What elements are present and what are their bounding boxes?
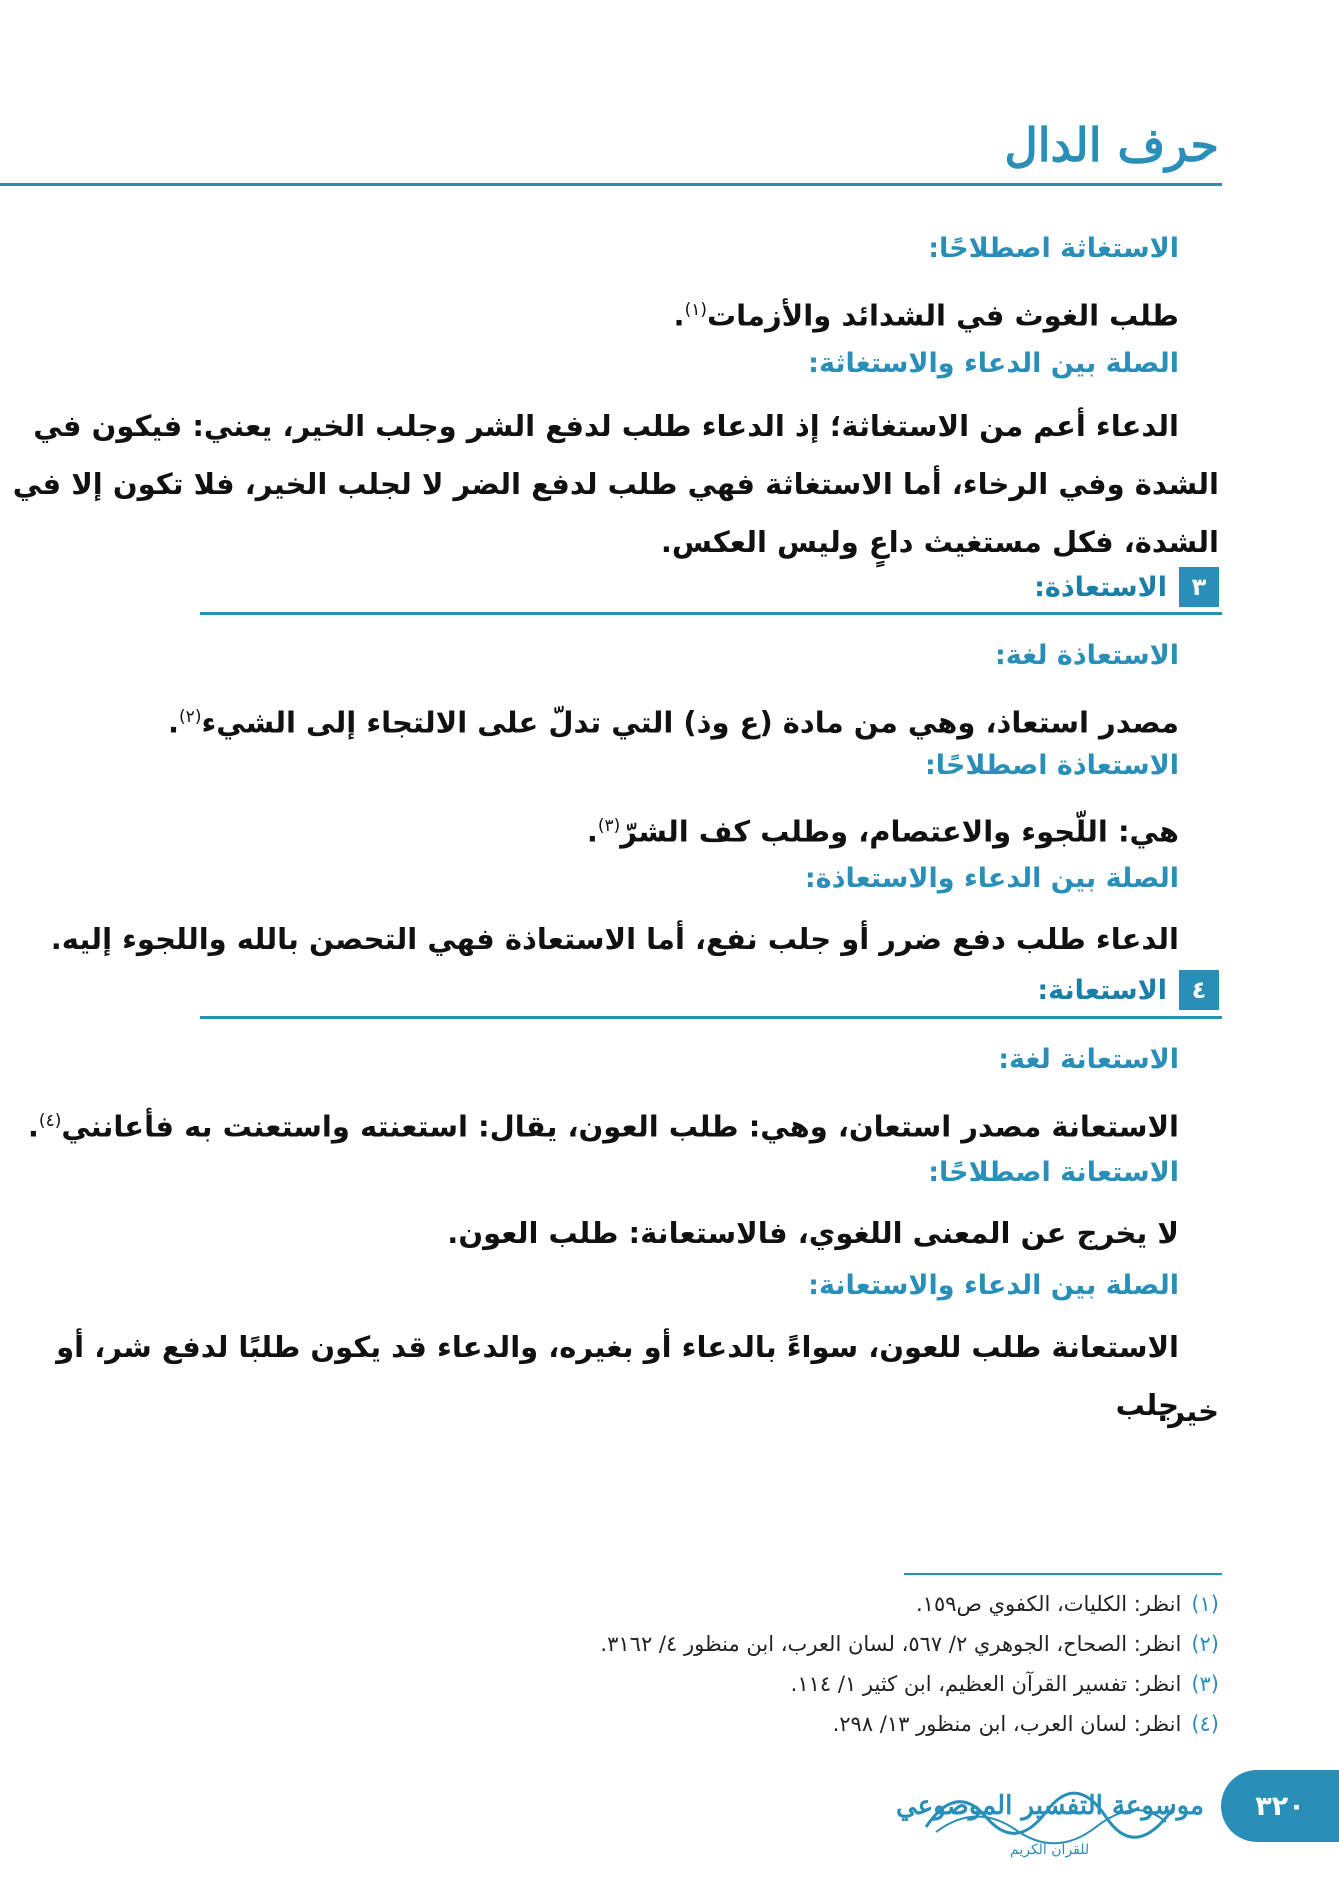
section-4-title: الاستعانة:: [1037, 974, 1167, 1006]
istighatha-relation-line-3: الشدة، فكل مستغيث داعٍ وليس العكس.: [660, 525, 1219, 559]
footnote-ref-4[interactable]: (٤): [38, 1111, 62, 1131]
footnote-text: انظر: الصحاح، الجوهري ٢/ ٥٦٧، لسان العرب، ابن منظور ٤/ ٣١٦٢.: [600, 1632, 1182, 1656]
istiadha-lang-text: مصدر استعاذ، وهي من مادة (ع وذ) التي تدلّ على الالتجاء إلى الشيء$^{(٢)}$.: [168, 705, 1179, 740]
footnote-1: [916, 1592, 1219, 1616]
istiadha-term-text: هي: اللّجوء والاعتصام، وطلب كف الشرّ$^{(٣)}$.: [586, 814, 1179, 849]
istiana-relation-line-2: خير.: [1157, 1394, 1219, 1428]
istiadha-relation-text: الدعاء طلب دفع ضرر أو جلب نفع، أما الاستعاذة فهي التحصن بالله واللجوء إليه.: [50, 922, 1179, 956]
istiadha-lang-label: الاستعاذة لغة:: [994, 640, 1179, 671]
header-divider: [0, 183, 1222, 186]
logo-title: موسوعة التفسير الموضوعي: [896, 1791, 1204, 1821]
istighatha-term-text: طلب الغوث في الشدائد والأزمات$^{(١)}$.: [673, 298, 1179, 333]
istiadha-relation-label: الصلة بين الدعاء والاستعاذة:: [804, 863, 1179, 894]
istiadha-term-label: الاستعاذة اصطلاحًا:: [924, 750, 1179, 781]
section-3-divider: [200, 612, 1222, 615]
istiana-lang-label: الاستعانة لغة:: [998, 1044, 1179, 1075]
encyclopedia-logo: [896, 1772, 1204, 1850]
section-4-header: [1037, 970, 1219, 1010]
section-3-header: [1034, 567, 1219, 607]
footnote-text: انظر: الكليات، الكفوي ص١٥٩.: [915, 1592, 1182, 1616]
page-number-tab: [1221, 1770, 1339, 1842]
istiana-term-text: لا يخرج عن المعنى اللغوي، فالاستعانة: طلب العون.: [447, 1216, 1179, 1250]
section-3-title: الاستعاذة:: [1034, 571, 1167, 603]
logo-subtitle: للقرآن الكريم: [1010, 1842, 1090, 1858]
footnote-number: (٤): [1191, 1712, 1219, 1736]
page-number: ٣٢٠: [1255, 1790, 1305, 1822]
istiana-relation-line-1: الاستعانة طلب للعون، سواءً بالدعاء أو بغيره، والدعاء قد يكون طلبًا لدفع شر، أو جلب: [56, 1330, 1179, 1422]
istiana-term-label: الاستعانة اصطلاحًا:: [928, 1157, 1179, 1188]
chapter-title: حرف الدال: [1004, 118, 1219, 172]
section-3-number-badge: ٣: [1179, 567, 1219, 607]
footnote-number: (٣): [1191, 1672, 1219, 1696]
footnote-3: [791, 1672, 1219, 1696]
footnote-number: (١): [1191, 1592, 1219, 1616]
footnotes-divider: [904, 1573, 1222, 1575]
istiana-relation-label: الصلة بين الدعاء والاستعانة:: [808, 1270, 1179, 1301]
section-4-number-badge: ٤: [1179, 970, 1219, 1010]
footnote-text: انظر: لسان العرب، ابن منظور ١٣/ ٢٩٨.: [832, 1712, 1182, 1736]
istighatha-relation-line-1: الدعاء أعم من الاستغاثة؛ إذ الدعاء طلب لدفع الشر وجلب الخير، يعني: فيكون في: [33, 409, 1179, 443]
footnote-number: (٢): [1191, 1632, 1219, 1656]
footnote-text: انظر: تفسير القرآن العظيم، ابن كثير ١/ ١١٤.: [790, 1672, 1182, 1696]
istighatha-term-label: الاستغاثة اصطلاحًا:: [928, 233, 1179, 264]
istiana-lang-text: الاستعانة مصدر استعان، وهي: طلب العون، يقال: استعنته واستعنت به فأعانني$^{(٤)}$.: [27, 1109, 1179, 1144]
footnote-ref-3[interactable]: (٣): [597, 816, 621, 836]
footnote-2: [600, 1632, 1219, 1656]
footnote-4: [833, 1712, 1219, 1736]
footnote-ref-1[interactable]: (١): [684, 300, 707, 320]
footnote-ref-2[interactable]: (٢): [179, 707, 202, 727]
section-4-divider: [200, 1016, 1222, 1019]
istighatha-relation-line-2: الشدة وفي الرخاء، أما الاستغاثة فهي طلب لدفع الضر لا لجلب الخير، فلا تكون إلا في: [12, 467, 1219, 501]
istighatha-relation-label: الصلة بين الدعاء والاستغاثة:: [808, 348, 1179, 379]
